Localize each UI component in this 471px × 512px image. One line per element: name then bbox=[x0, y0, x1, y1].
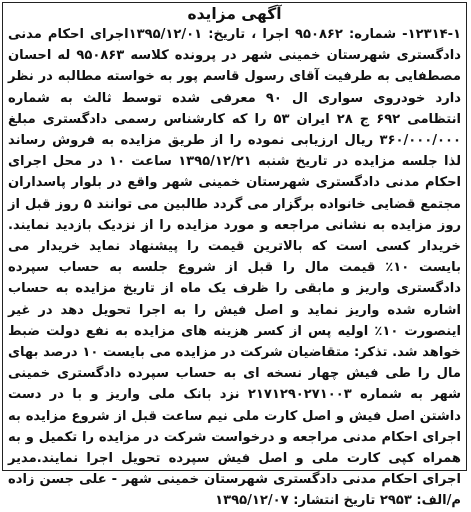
notice-body bbox=[3, 24, 466, 512]
notice-title: آگهی مزایده bbox=[187, 5, 282, 23]
auction-notice bbox=[2, 2, 467, 509]
notice-paragraph: ۱۲۳۱۴-۱- شماره: ۹۵۰۸۶۲ اجرا ، تاریخ: ۱۳۹۵/۱۲/۰۱اجرای احکام مدنی دادگستری شهرستان خمینی شهر در پرونده کلاسه ۹۵۰۸۶۳ له احسان مصطفایی به طرفیت آقای رسول قاسم پور به خواسته مطالبه در نظر دارد خودروی سواری ال ۹۰ معرفی شده توسط ثالث به شماره انتظامی ۶۹۲ ج ۲۸ ایران ۵۳ را که کارشناس رسمی دادگستری مبلغ ۳۶۰/۰۰۰/۰۰۰ ریال ارزیابی نموده را از طریق مزایده به فروش رساند لذا جلسه مزایده در تاریخ شنبه ۱۳۹۵/۱۲/۲۱ ساعت ۱۰ در محل اجرای احکام مدنی دادگستری شهرستان خمینی شهر واقع در بلوار پاسداران مجتمع قضایی خانواده برگزار می گردد طالبین می توانند ۵ روز قبل از روز مزایده به نشانی مراجعه و مورد مزایده را از نزدیک بازدید نمایند. خریدار کسی است که بالاترین قیمت را پیشنهاد نماید خریدار می بایست ۱۰٪ قیمت مال را قبل از شروع جلسه به حساب سپرده دادگستری واریز و مابقی را ظرف یک ماه از تاریخ مزایده به حساب اشاره شده واریز نماید و اصل فیش را به اجرا تحویل دهد در غیر اینصورت ۱۰٪ اولیه پس از کسر هزینه های مزایده به نفع دولت ضبط خواهد شد. تذکر: متقاضیان شرکت در مزایده می بایست ۱۰ درصد بهای مال را طی فیش چهار نسخه ای به حساب سپرده دادگستری خمینی شهر به شماره ۲۱۷۱۲۹۰۲۷۱۰۰۳ نزد بانک ملی واریز و با در دست داشتن اصل فیش و اصل کارت ملی نیم ساعت قبل از شروع مزایده به اجرای احکام مدنی مراجعه و درخواست شرکت در مزایده را تکمیل و به همراه کپی کارت ملی و اصل فیش سپرده تحویل اجرا نمایند.مدیر اجرای احکام مدنی دادگستری شهرستان خمینی شهر - علی جسن زاده م/الف: ۲۹۵۳ تاریخ انتشار: ۱۳۹۵/۱۲/۰۷ bbox=[8, 27, 461, 509]
